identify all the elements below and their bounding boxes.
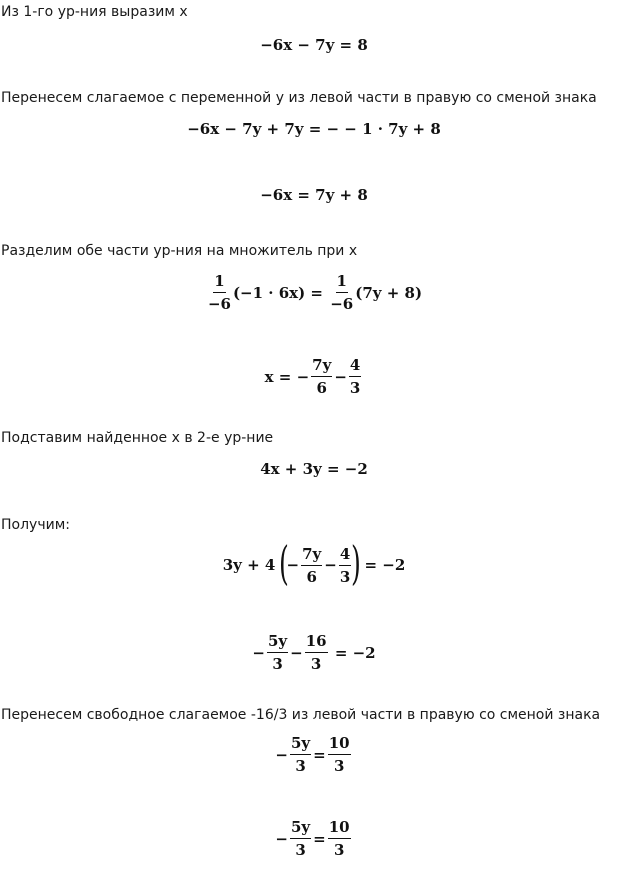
equation-second: 4x + 3y = −2 bbox=[260, 460, 368, 478]
fraction: $\frac{16}{3}$ bbox=[305, 632, 327, 673]
right-paren: ) bbox=[351, 536, 362, 590]
step-text-move-constant: Перенесем свободное слагаемое -16/3 из левой части в правую со сменой знака bbox=[1, 707, 601, 723]
step-text-express-x: Из 1-го ур-ния выразим x bbox=[1, 4, 188, 20]
fraction: $\frac{5y}{3}$ bbox=[267, 632, 288, 673]
fraction: $\frac{7y}{6}$ bbox=[302, 544, 322, 586]
step-text-obtain: Получим: bbox=[1, 517, 70, 533]
equation-moved: −6x − 7y + 7y = − − 1 · 7y + 8 bbox=[187, 120, 441, 138]
fraction: $\frac{5y}{3}$ bbox=[290, 734, 311, 775]
step-text-move-term: Перенесем слагаемое с переменной y из левой части в правую со сменой знака bbox=[1, 90, 597, 106]
fraction: $\frac{4}{3}$ bbox=[339, 544, 351, 586]
step-text-substitute: Подставим найденное x в 2-е ур-ние bbox=[1, 430, 274, 446]
left-paren: ( bbox=[278, 536, 289, 590]
equation-first: −6x − 7y = 8 bbox=[260, 36, 368, 54]
fraction: $\frac{1}{-6}$ bbox=[207, 272, 231, 313]
equation-result-1: − $\frac{5y}{3}$ = $\frac{10}{3}$ bbox=[275, 734, 350, 775]
equation-result-2: − $\frac{5y}{3}$ = $\frac{10}{3}$ bbox=[275, 818, 350, 859]
equation-simplified-y: − $\frac{5y}{3}$ − $\frac{16}{3}$ = −2 bbox=[252, 632, 376, 673]
fraction: $\frac{4}{3}$ bbox=[349, 356, 361, 397]
equation-simplified: −6x = 7y + 8 bbox=[260, 186, 368, 204]
fraction: $\frac{1}{-6}$ bbox=[330, 272, 354, 313]
fraction: $\frac{10}{3}$ bbox=[328, 734, 350, 775]
fraction: $\frac{7y}{6}$ bbox=[312, 356, 332, 397]
fraction: $\frac{5y}{3}$ bbox=[290, 818, 311, 859]
equation-substituted: 3y + 4 ( − $\frac{7y}{6}$ − $\frac{4}{3}$ ) = −2 bbox=[222, 536, 406, 590]
step-text-divide: Разделим обе части ур-ния на множитель при x bbox=[1, 243, 358, 259]
equation-divided: $\frac{1}{-6}$ (−1 · 6x) = $\frac{1}{-6}$ (7y + 8) bbox=[207, 272, 423, 313]
fraction: $\frac{10}{3}$ bbox=[328, 818, 350, 859]
equation-x-expression: x = − $\frac{7y}{6}$ − $\frac{4}{3}$ bbox=[264, 356, 361, 397]
